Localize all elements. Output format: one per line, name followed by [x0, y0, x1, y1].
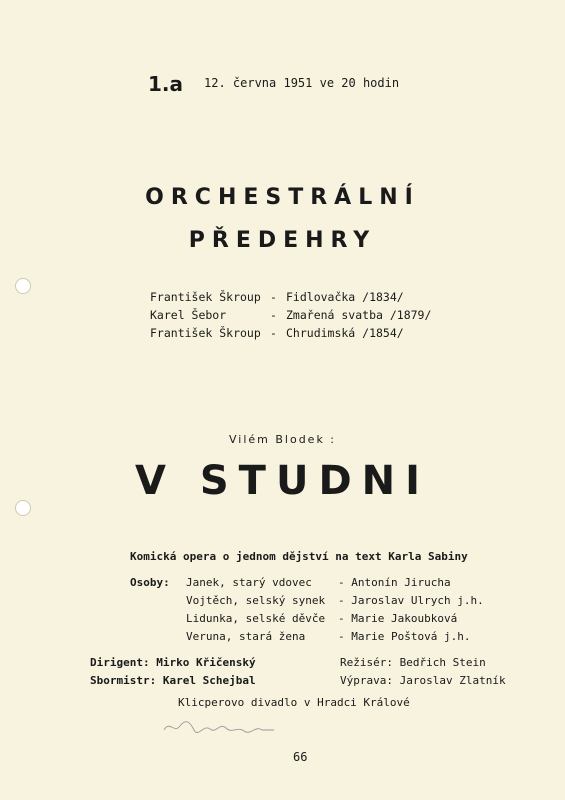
- performance-date: 12. června 1951 ve 20 hodin: [204, 76, 400, 90]
- credit-stage-design: Výprava: Jaroslav Zlatník: [340, 674, 506, 687]
- cast-singer: - Antonín Jirucha: [338, 576, 451, 589]
- program-code: 1.a: [148, 72, 184, 96]
- credit-conductor: Dirigent: Mirko Křičenský: [90, 656, 256, 669]
- overture-composer: František Škroup: [150, 290, 261, 304]
- cast-singer: - Jaroslav Ulrych j.h.: [338, 594, 484, 607]
- title-line-2: PŘEDEHRY: [188, 228, 377, 253]
- cast-role: Veruna, stará žena: [186, 630, 306, 643]
- opera-author: Vilém Blodek :: [228, 433, 337, 446]
- page-number: 66: [293, 750, 308, 764]
- overture-dash: -: [270, 290, 277, 304]
- cast-singer: - Marie Poštová j.h.: [338, 630, 471, 643]
- cast-role: Janek, starý vdovec: [186, 576, 312, 589]
- cast-role: Vojtěch, selský synek: [186, 594, 326, 607]
- cast-role: Lidunka, selské děvče: [186, 612, 326, 625]
- credit-director: Režisér: Bedřich Stein: [340, 656, 486, 669]
- overture-work: Zmařená svatba /1879/: [286, 308, 432, 322]
- cast-singer: - Marie Jakoubková: [338, 612, 458, 625]
- overture-dash: -: [270, 326, 277, 340]
- credit-chorus-master: Sbormistr: Karel Schejbal: [90, 674, 256, 687]
- overture-work: Fidlovačka /1834/: [286, 290, 404, 304]
- overture-dash: -: [270, 308, 277, 322]
- punch-hole: [15, 278, 31, 294]
- venue: Klicperovo divadlo v Hradci Králové: [178, 696, 410, 709]
- opera-subtitle: Komická opera o jednom dějství na text Karla Sabiny: [130, 550, 468, 563]
- cast-label: Osoby:: [130, 576, 170, 589]
- opera-title: V STUDNI: [134, 458, 431, 504]
- pencil-scribble: [162, 716, 282, 738]
- title-line-1: ORCHESTRÁLNÍ: [145, 185, 420, 210]
- overture-work: Chrudimská /1854/: [286, 326, 404, 340]
- overture-composer: Karel Šebor: [150, 308, 227, 322]
- overture-composer: František Škroup: [150, 326, 261, 340]
